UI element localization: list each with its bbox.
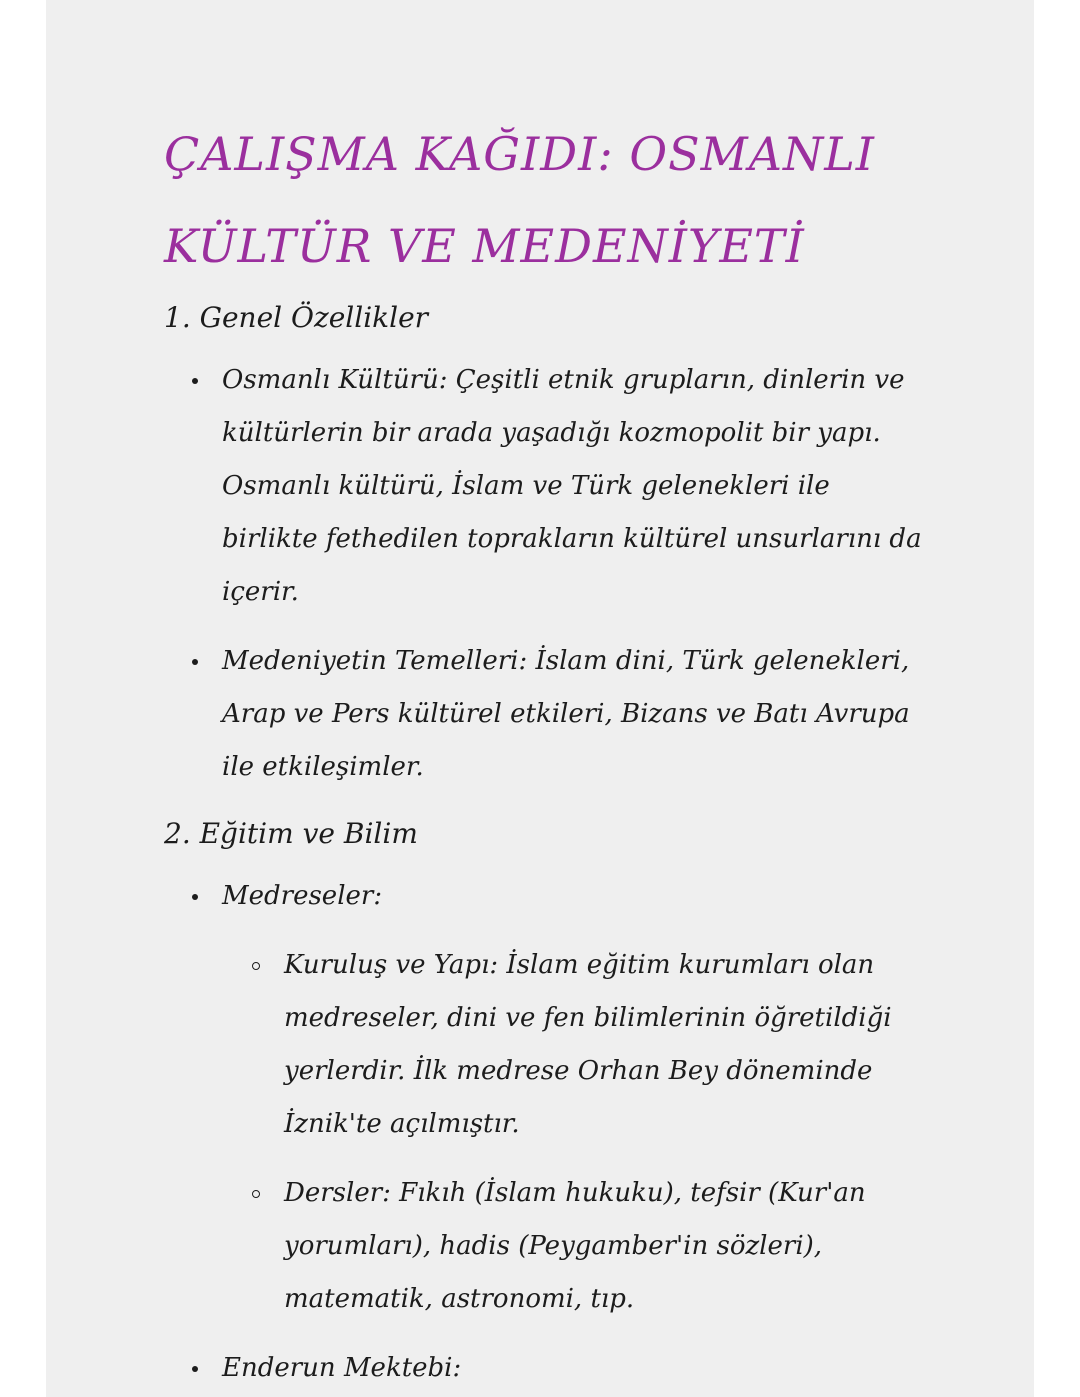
page-title [164,108,924,292]
section-2-list [164,870,924,1395]
list-item-text: Enderun Mektebi: [222,1353,462,1383]
bullet-dot-icon [192,894,198,900]
bullet-dot-icon [192,378,198,384]
list-item [164,635,924,794]
list-item [164,870,924,1326]
section-1-list [164,354,924,794]
sub-list-item-text: Dersler: Fıkıh (İslam hukuku), tefsir (Kur'an yorumları), hadis (Peygamber'in sözleri), matematik, astronomi, tıp. [284,1178,866,1314]
worksheet-content [164,108,924,1395]
section-heading-egitim-ve-bilim: 2. Eğitim ve Bilim [164,817,418,850]
sub-list-item [222,1167,924,1326]
list-item-text: Medeniyetin Temelleri: İslam dini, Türk gelenekleri, Arap ve Pers kültürel etkileri, Bizans ve Batı Avrupa ile etkileşimler. [222,646,910,782]
list-item [164,354,924,619]
bullet-circle-icon [252,962,260,970]
sub-list-item [222,939,924,1151]
sub-list-item-text: Kuruluş ve Yapı: İslam eğitim kurumları olan medreseler, dini ve fen bilimlerinin öğretildiği yerlerdir. İlk medrese Orhan Bey döneminde İznik'te açılmıştır. [284,950,892,1139]
title-line-2: KÜLTÜR VE MEDENİYETİ [164,219,805,273]
list-item [164,1342,924,1395]
bullet-circle-icon [252,1190,260,1198]
medreseler-sub-list [222,939,924,1326]
title-line-1: ÇALIŞMA KAĞIDI: OSMANLI [164,127,875,181]
list-item-text: Medreseler: [222,881,383,911]
bullet-dot-icon [192,1366,198,1372]
list-item-text: Osmanlı Kültürü: Çeşitli etnik grupların, dinlerin ve kültürlerin bir arada yaşadığı kozmopolit bir yapı. Osmanlı kültürü, İslam ve Türk gelenekleri ile birlikte fethedilen toprakların kültürel unsurlarını da içerir. [222,365,922,607]
worksheet-page [46,0,1034,1397]
bullet-dot-icon [192,659,198,665]
section-heading-genel-ozellikler: 1. Genel Özellikler [164,301,429,334]
